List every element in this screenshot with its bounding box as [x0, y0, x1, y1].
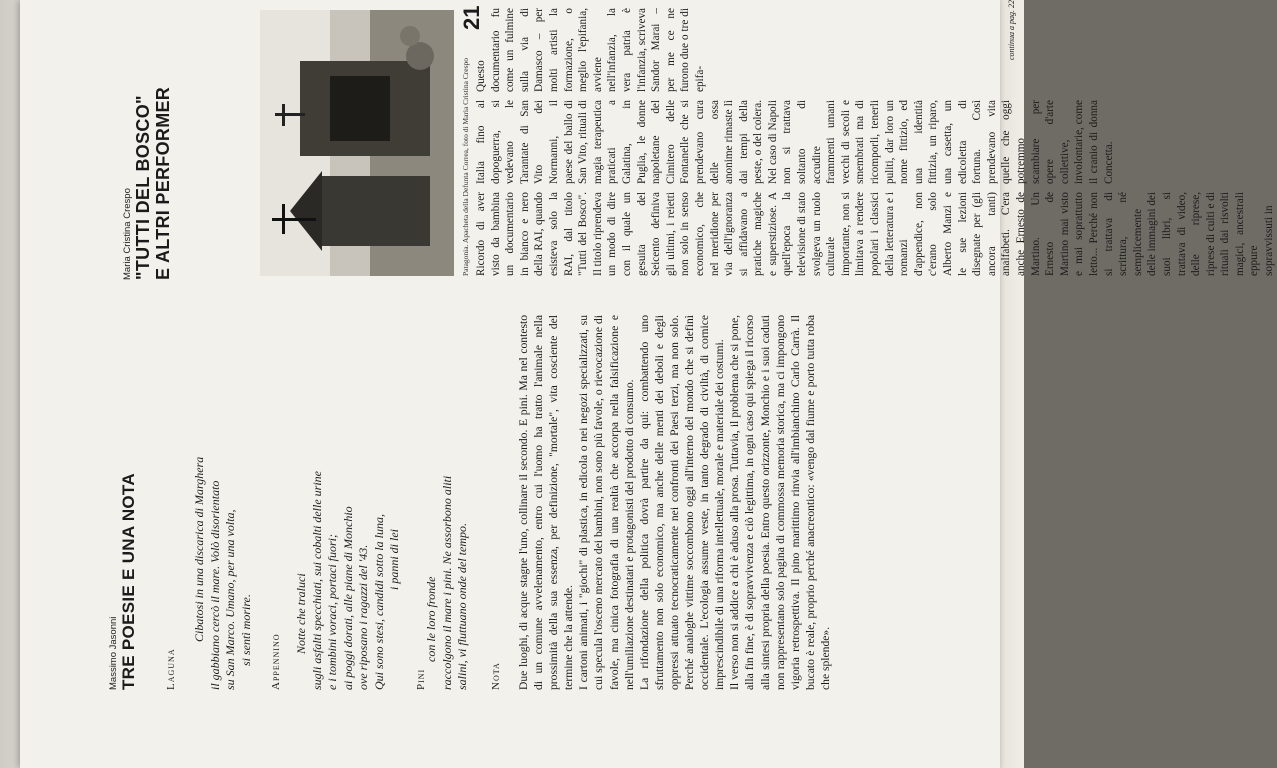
magazine-page: [20, 0, 1276, 768]
poem-heading-laguna: Laguna: [165, 648, 177, 690]
continued-note: continua a pag. 22: [1007, 0, 1016, 60]
left-author: Massimo Jasonni: [108, 616, 119, 690]
poem-heading-pini: Pini: [415, 668, 427, 690]
photo-shrine-image: [260, 10, 454, 276]
right-column-3: Questo documentario fu come un fulmine sulla via di Damasco – per molti artisti la formazione, o meglio l'epifania, avviene nell'infanzia, la vera patria è l'infanzia, scriveva Sandor Marai – per me ce ne furono due o tre di epifa-: [475, 7, 706, 92]
poem-heading-appennino: Appennino: [270, 633, 282, 690]
right-title-line2: E ALTRI PERFORMER: [153, 86, 173, 280]
photo-caption: Patagonia. Apacheta della Defunta Correa, foto di Maria Cristina Crespo: [461, 57, 470, 276]
rotated-page-content: [64, 0, 1276, 720]
article-photo: [260, 10, 454, 276]
right-column-1: Ricordo di aver visto da bambina un documentario in bianco e nero della RAI, quando esisteva solo la RAI, dal titolo "Tutti del Bosco". Il titolo riprendeva un modo di dire con il quale un gesuita del Seicento definiva gli ultimi, i reietti non solo in senso economico, che nel meridione per via dell'ignoranza si affidavano a pratiche magiche e superstiziose. A quell'epoca la televisione di stato svolgeva un ruolo culturale importante, non si limitava a rendere popolari i classici della letteratura e i romanzi d'appendice, non c'erano solo Alberto Manzi e le sue lezioni disegnate per (gli ancora tanti) analfabeti. C'era anche Ernesto de Martino. Un Ernesto de Martino mai visto e mai soprattutto letto... Perché non si trattava di scrittura, né semplicemente delle immagini dei suoi libri, si trattava di video, delle riprese, riprese di culti e di rituali dai risvolti magici, ancestrali eppure sopravvissuti in: [475, 192, 1276, 276]
left-title: TRE POESIE E UNA NOTA: [119, 473, 138, 690]
right-author: Maria Cristina Crespo: [122, 188, 133, 280]
page-number: 21: [459, 5, 484, 30]
poem-pini: con le loro fronde raccolgono il mare i pini. Ne assorbono aliti salini, vi fluttuano onde del tempo.: [424, 475, 469, 690]
note-body: Due luoghi, di acque stagne l'uno, collinare il secondo. E pini. Ma nel contesto di un comune avvelenamento, entro cui l'uomo ha tratto l'animale nella prossimità della sua essenza, per definizione, "mortale", vita cosciente del termine che la attende. I cartoni animati, i "giochi" di plastica, in edicola o nei negozi specializzati, su cui specula l'osceno mercato dei bambini, non sono più favole, o rievocazione di favole, ma cinica fotografia di una realtà che accorpa nella falsificazione e nell'umiliazione destinatari e protagonisti del prodotto di consumo. La rifondazione della politica dovrà partire da qui: combattendo uno sfruttamento non solo economico, ma anche delle menti dei deboli e degli oppressi attuato tecnocraticamente nei confronti dei Paesi terzi, ma non solo. Perché analoghe vittime soccombono oggi all'interno del mondo che si definì occidentale. L'ecologia assume veste, in tanto degrado di civiltà, di cornice imprescindibile di una riforma intellettuale, morale e materiale dei costumi. Il verso non si addice a chi è aduso alla prosa. Tuttavia, il problema che si pone, alla fin fine, è di sopravvivenza e ciò legittima, in ogni caso qui spiega il ricorso alla sintesi propria della poesia. Entro questo orizzonte, Monchio e i suoi caduti non rappresentano solo pagina di commossa memoria storica, ma ci impongono vigoria retrospettiva. Il pino marittimo rinvia all'imbianchino Carlo Carrà. Il bucato è reale, proprio perché anacreontico: «vengo dal fiume e porto tutta roba che splende».: [517, 315, 832, 690]
note-heading: Nota: [490, 662, 502, 690]
right-title-line1: "TUTTI DEL BOSCO": [133, 95, 153, 280]
right-column-2: Italia fino al dopoguerra, si vedevano le Tarantate di San Vito dei Normanni, il paese del ballo di San Vito, rituali di magia terapeutica praticati a Galatina, in Puglia, le donne napoletane del Cimitero delle Fontanelle che si prendevano cura delle ossa anonime rimaste lì dai tempi della peste, o del colera. Nel caso di Napoli non si trattava soltanto di accudire frammenti umani vecchi di secoli e smembrati ma di ricomporli, tenerli puliti, dar loro un nome fittizio, ed una identità fittizia, un riparo, una casetta, un edicoletta di fortuna. Così prendevano vita quelle che oggi potremmo scambiare per opere d'arte collettive, involontarie, come il cranio di donna Concetta.: [475, 100, 1115, 184]
poem-laguna: Cibatosi in una discarica di Marghera il gabbiano cercò il mare. Volò disorientato su San Marco. Umano, per una volta, si sentì morire.: [192, 456, 253, 690]
poem-appennino: Notte che traluci sugli asfalti specchiati, sui cobalti delle urine e i tombini voraci, portaci fuori; ai poggi dorati, alle piane di Monchio ove riposano i ragazzi del '43. Qui sono stesi, candidi sotto la luna, i panni di lei: [294, 471, 401, 690]
